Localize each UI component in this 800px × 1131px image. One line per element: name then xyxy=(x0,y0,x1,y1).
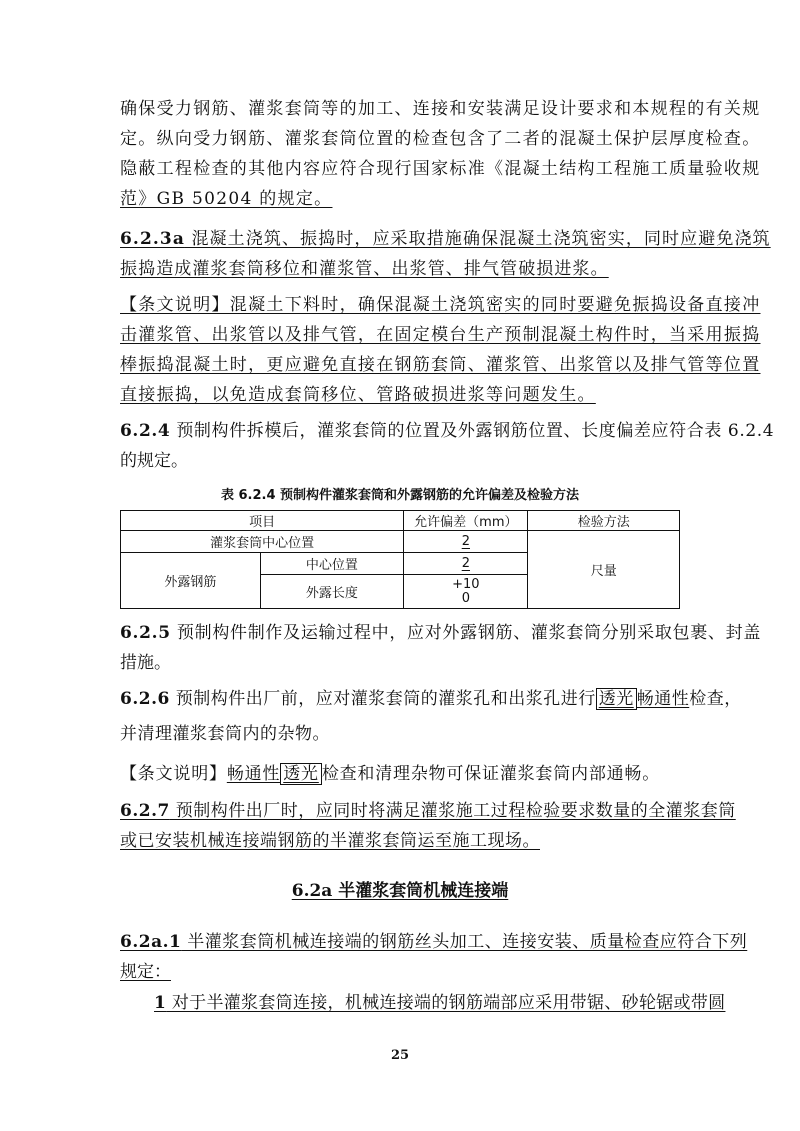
clause-number: 6.2.3a xyxy=(120,229,185,249)
clause-number: 6.2.7 xyxy=(120,801,170,821)
note-line: 【条文说明】混凝土下料时，确保混凝土浇筑密实的同时要避免振捣设备直接冲 xyxy=(120,295,761,315)
clause-line: 振捣造成灌浆套筒移位和灌浆管、出浆管、排气管破损进浆。 xyxy=(120,259,609,279)
paragraph-line: 隐蔽工程检查的其他内容应符合现行国家标准《混凝土结构工程施工质量验收规 xyxy=(120,159,761,179)
list-item: 1 对于半灌浆套筒连接，机械连接端的钢筋端部应采用带锯、砂轮锯或带圆 xyxy=(154,993,726,1013)
clause-number: 6.2.4 xyxy=(120,421,171,441)
table-cell-tolerance xyxy=(404,575,528,609)
clause-6-2a-1: 6.2a.1 半灌浆套筒机械连接端的钢筋丝头加工、连接安装、质量检查应符合下列 xyxy=(120,932,748,952)
clause-6-2-7: 6.2.7 预制构件出厂时，应同时将满足灌浆施工过程检验要求数量的全灌浆套筒 xyxy=(120,801,736,821)
paragraph-line: 范》GB 50204 的规定。 xyxy=(120,189,333,209)
clause-6-2-6: 6.2.6 预制构件出厂前，应对灌浆套筒的灌浆孔和出浆孔进行 透光 畅通性检查， xyxy=(120,689,742,709)
page-number: 25 xyxy=(390,1048,410,1063)
clause-number: 6.2.6 xyxy=(120,689,170,709)
tolerance-lower: 0 xyxy=(461,590,470,606)
table-cell-tolerance: 2 xyxy=(404,553,528,575)
table-cell-method: 尺量 xyxy=(528,531,680,609)
section-heading: 6.2a 半灌浆套筒机械连接端 xyxy=(291,881,509,901)
tolerance-table xyxy=(120,510,680,609)
clause-line: 或已安装机械连接端钢筋的半灌浆套筒运至施工现场。 xyxy=(120,831,540,851)
revised-text-box: 透光 xyxy=(280,763,322,785)
table-cell-group: 外露钢筋 xyxy=(121,553,261,609)
table-cell-item: 中心位置 xyxy=(260,553,404,575)
clause-6-2-3a: 6.2.3a 混凝土浇筑、振捣时，应采取措施确保混凝土浇筑密实，同时应避免浇筑 xyxy=(120,229,771,249)
clause-number: 6.2a.1 xyxy=(120,932,182,952)
clause-line: 措施。 xyxy=(120,653,171,673)
table-header-tolerance: 允许偏差（mm） xyxy=(404,511,528,531)
revised-text-box: 透光 xyxy=(596,688,637,710)
paragraph-line: 定。纵向受力钢筋、灌浆套筒位置的检查包含了二者的混凝土保护层厚度检查。 xyxy=(120,129,761,149)
note-line: 击灌浆管、出浆管以及排气管，在固定模台生产预制混凝土构件时，当采用振捣 xyxy=(120,325,761,345)
clause-number: 6.2.5 xyxy=(120,623,171,643)
table-cell-item: 灌浆套筒中心位置 xyxy=(121,531,404,553)
paragraph-line: 确保受力钢筋、灌浆套筒等的加工、连接和安装满足设计要求和本规程的有关规 xyxy=(120,99,761,119)
note-line: 直接振捣，以免造成套筒移位、管路破损进浆等问题发生。 xyxy=(120,385,596,405)
clause-line: 的规定。 xyxy=(120,451,188,471)
table-header-method: 检验方法 xyxy=(528,511,680,531)
clause-6-2-4: 6.2.4 预制构件拆模后，灌浆套筒的位置及外露钢筋位置、长度偏差应符合表 6.2.4 xyxy=(120,421,775,441)
table-header-item: 项目 xyxy=(121,511,404,531)
tolerance-upper: +10 xyxy=(452,576,480,592)
item-number: 1 xyxy=(154,993,167,1013)
table-caption: 表 6.2.4 预制构件灌浆套筒和外露钢筋的允许偏差及检验方法 xyxy=(220,488,580,503)
clause-line: 规定： xyxy=(120,962,171,982)
clause-6-2-5: 6.2.5 预制构件制作及运输过程中，应对外露钢筋、灌浆套筒分别采取包裹、封盖 xyxy=(120,623,762,643)
note-6-2-6: 【条文说明】畅通性 透光 检查和清理杂物可保证灌浆套筒内部通畅。 xyxy=(120,764,661,784)
clause-line: 并清理灌浆套筒内的杂物。 xyxy=(120,724,330,744)
table-cell-tolerance: 2 xyxy=(404,531,528,553)
note-line: 棒振捣混凝土时，更应避免直接在钢筋套筒、灌浆管、出浆管以及排气管等位置 xyxy=(120,355,761,375)
table-cell-item: 外露长度 xyxy=(260,575,404,609)
